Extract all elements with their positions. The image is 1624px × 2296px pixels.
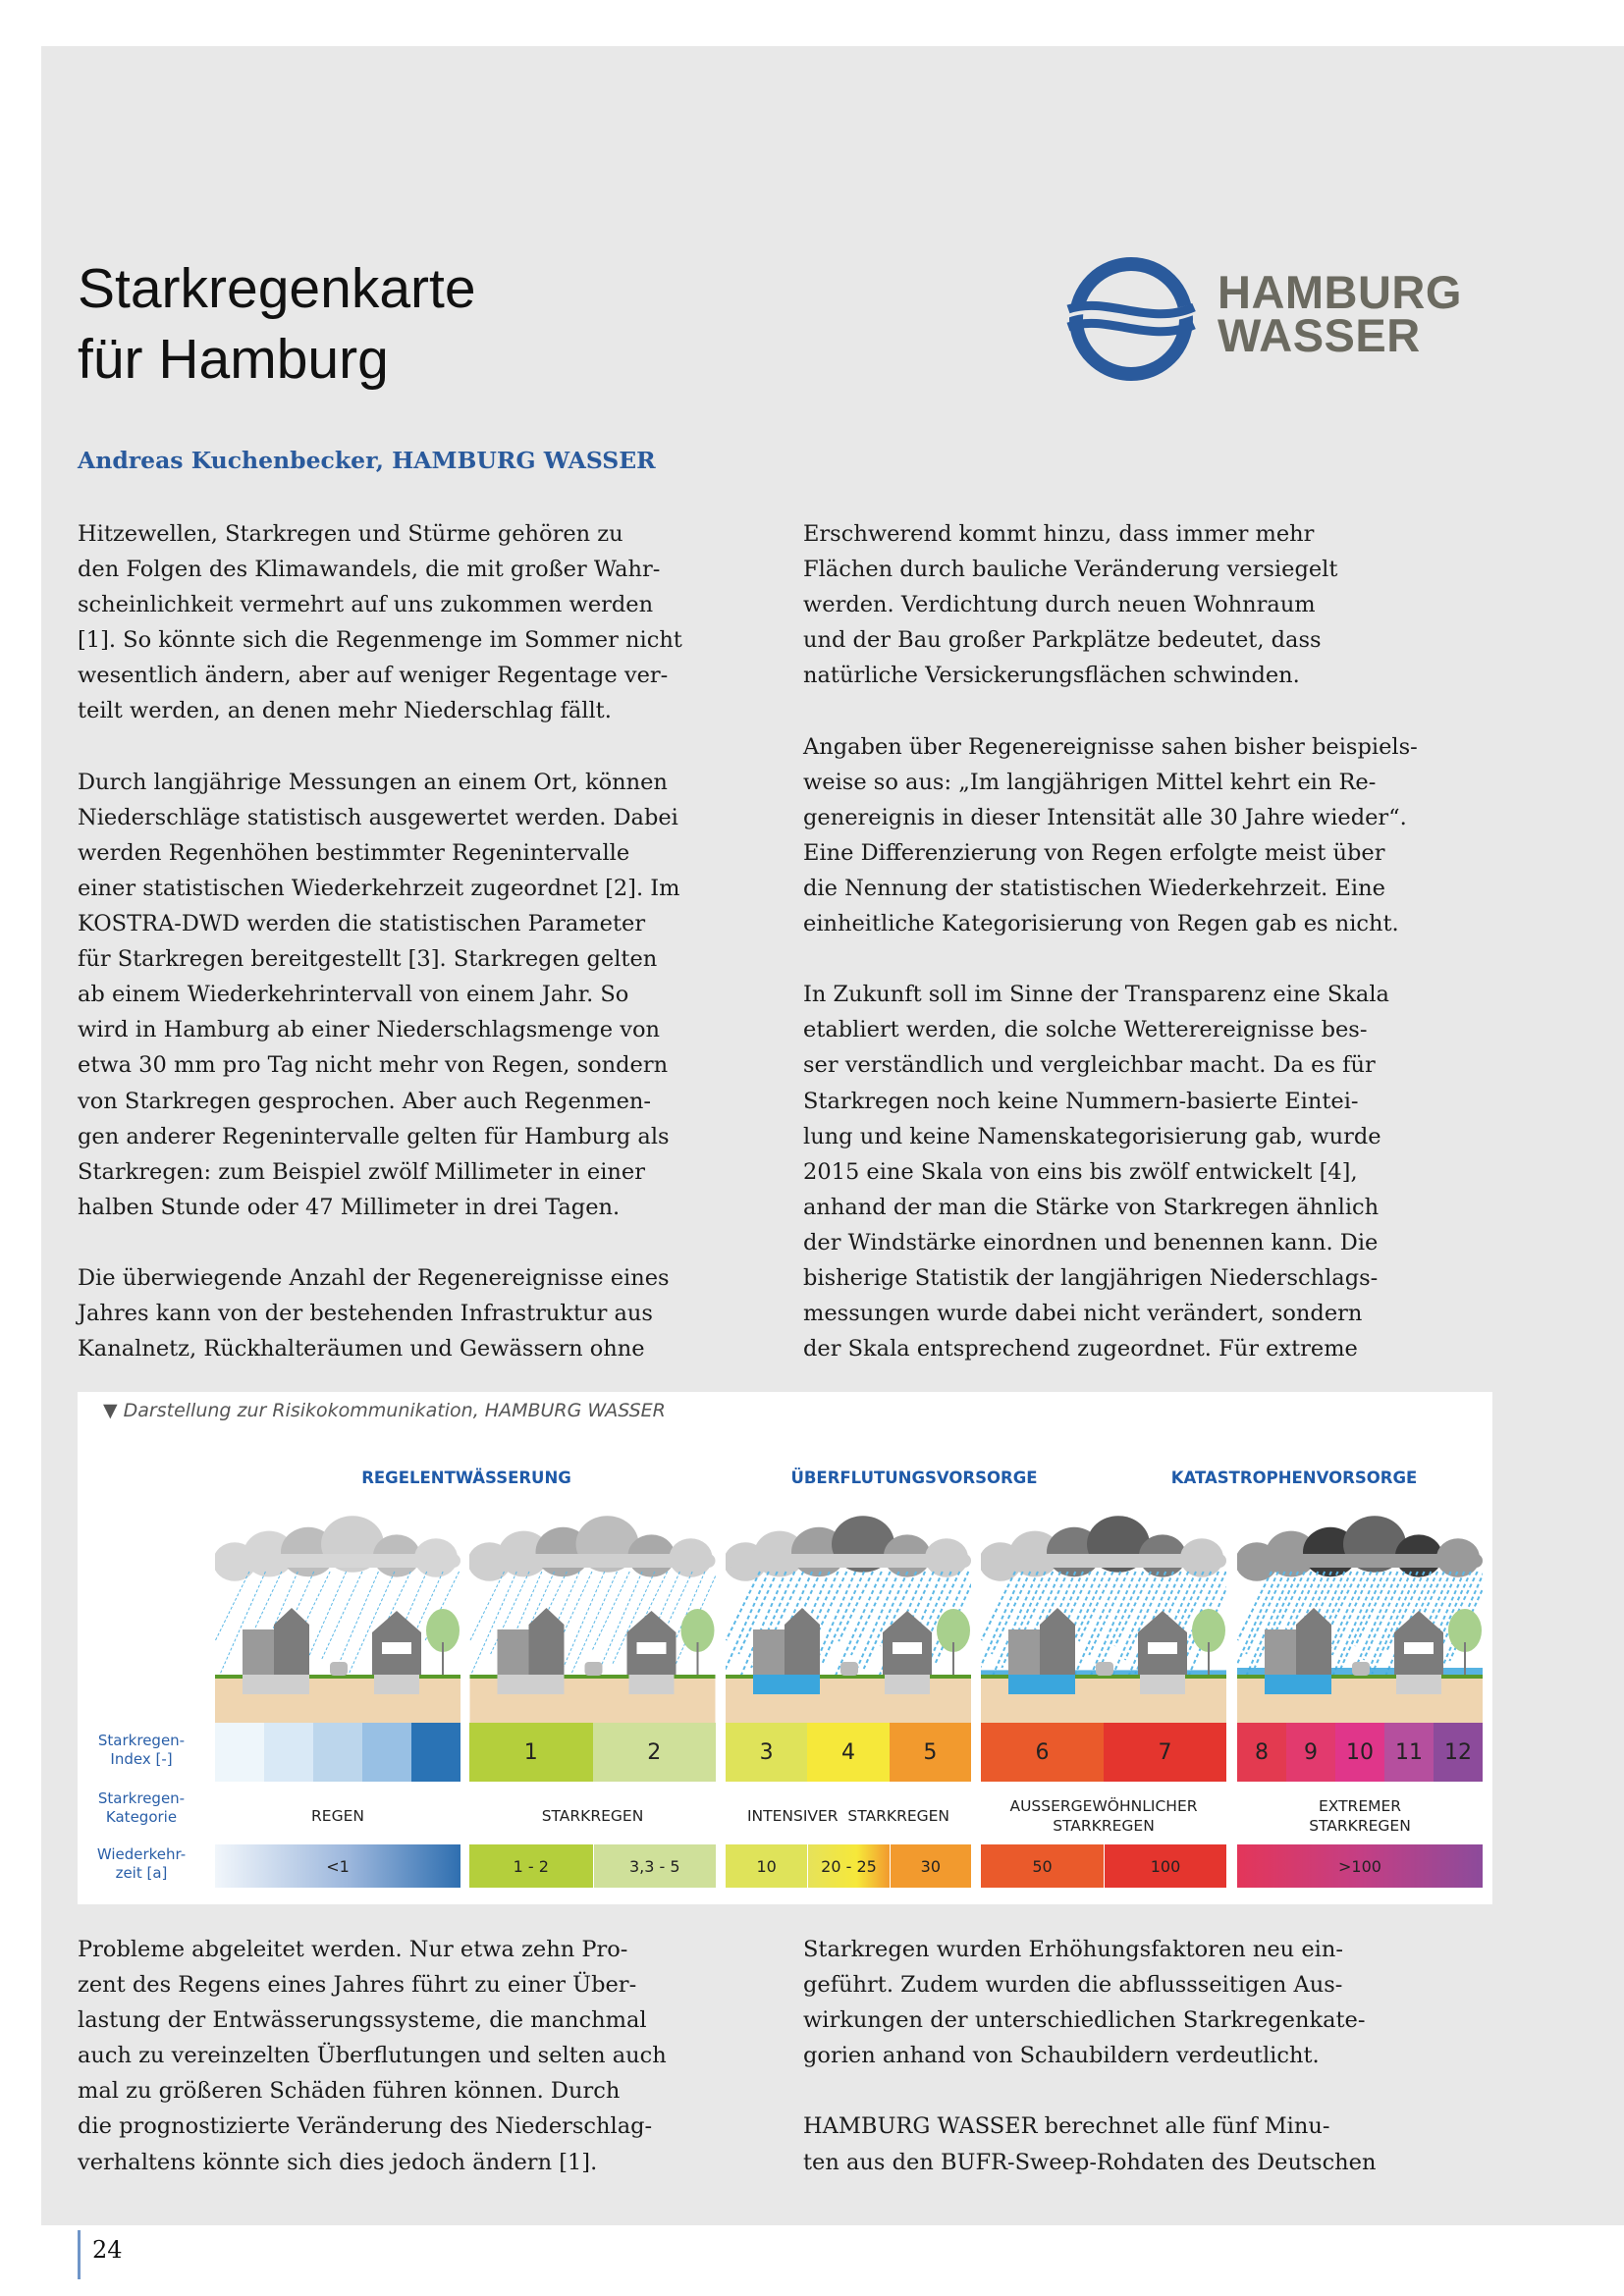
- house-icon: [1008, 1608, 1075, 1694]
- text-line: geführt. Zudem wurden die abflussseitigen Aus-: [803, 1972, 1343, 1999]
- rain-scene-1: [215, 1515, 460, 1723]
- text-line: teilt werden, an denen mehr Niederschlag fällt.: [78, 698, 612, 724]
- cloud-icon: [215, 1516, 460, 1581]
- row-label-kategorie: Starkregen- Kategorie: [97, 1789, 186, 1826]
- starkregen-index-cell: 10: [1335, 1723, 1384, 1782]
- house-icon: [243, 1608, 309, 1694]
- house-icon: [883, 1611, 932, 1694]
- row-label-wiederkehrzeit: Wiederkehr- zeit [a]: [96, 1845, 187, 1882]
- header-katastrophenvorsorge: KATASTROPHENVORSORGE: [1170, 1468, 1418, 1487]
- return-period-cell: <1: [215, 1844, 460, 1888]
- text-line: In Zukunft soll im Sinne der Transparenz eine Skala: [803, 982, 1389, 1008]
- right-column-bottom: [803, 1932, 1376, 2180]
- tree-icon: [426, 1609, 460, 1675]
- tree-icon: [681, 1609, 715, 1675]
- starkregen-index-cell: 8: [1237, 1723, 1286, 1782]
- text-line: für Starkregen bereitgestellt [3]. Starkregen gelten: [78, 946, 658, 973]
- title-line-1: Starkregenkarte: [78, 257, 476, 320]
- text-line: Starkregen noch keine Nummern-basierte Eintei-: [803, 1088, 1359, 1114]
- page-number-bar: [78, 2230, 81, 2279]
- text-line: lung und keine Namenskategorisierung gab, wurde: [803, 1123, 1381, 1149]
- logo-text-wasser: WASSER: [1218, 309, 1421, 361]
- text-line: etabliert werden, die solche Wetterereignisse bes-: [803, 1017, 1368, 1043]
- starkregen-index-cell: 5: [890, 1723, 971, 1782]
- starkregen-index-cell: [313, 1723, 362, 1782]
- text-line: natürliche Versickerungsflächen schwinden.: [803, 663, 1300, 689]
- text-line: scheinlichkeit vermehrt auf uns zukommen werden: [78, 592, 654, 618]
- text-line: Jahres kann von der bestehenden Infrastruktur aus: [78, 1301, 653, 1327]
- return-period-cell: 10: [726, 1844, 807, 1888]
- starkregen-index-cell: [264, 1723, 313, 1782]
- tree-icon: [1192, 1609, 1225, 1675]
- starkregen-index-cell: 11: [1384, 1723, 1434, 1782]
- paragraph-gap: [78, 729, 682, 765]
- text-line: auch zu vereinzelten Überflutungen und selten auch: [78, 2043, 667, 2069]
- text-line: wirkungen der unterschiedlichen Starkregenkate-: [803, 2007, 1366, 2034]
- logo-wordmark: [1218, 266, 1462, 361]
- text-line: wird in Hamburg ab einer Niederschlagsmenge von: [78, 1017, 661, 1043]
- house-icon: [627, 1611, 677, 1694]
- house-icon: [498, 1608, 565, 1694]
- text-line: Angaben über Regenereignisse sahen bisher beispiels-: [803, 733, 1418, 760]
- rain-scene-3: [726, 1515, 971, 1723]
- starkregen-index-cell: [411, 1723, 460, 1782]
- category-label: REGEN: [311, 1807, 364, 1825]
- rain-scene-5: [1237, 1515, 1483, 1723]
- text-line: Starkregen: zum Beispiel zwölf Millimeter in einer: [78, 1158, 645, 1185]
- cloud-icon: [469, 1516, 716, 1581]
- logo-text-hamburg: HAMBURG: [1218, 266, 1462, 318]
- starkregen-index-cell: 7: [1104, 1723, 1226, 1782]
- text-line: messungen wurde dabei nicht verändert, sondern: [803, 1301, 1363, 1327]
- return-period-cell: 1 - 2: [469, 1844, 593, 1888]
- header-regelentwaesserung: REGELENTWÄSSERUNG: [361, 1468, 571, 1487]
- text-line: die Nennung der statistischen Wiederkehrzeit. Eine: [803, 875, 1385, 901]
- risk-communication-figure: [78, 1392, 1492, 1904]
- text-line: Niederschläge statistisch ausgewertet werden. Dabei: [78, 804, 678, 830]
- text-line: die prognostizierte Veränderung des Niederschlag-: [78, 2113, 653, 2140]
- text-line: der Windstärke einordnen und benennen kann. Die: [803, 1229, 1379, 1255]
- text-line: Durch langjährige Messungen an einem Ort, können: [78, 769, 668, 795]
- category-label: STARKREGEN: [541, 1807, 644, 1825]
- paragraph-gap: [803, 941, 1418, 977]
- house-icon: [372, 1611, 421, 1694]
- rain-scene-2: [469, 1515, 716, 1723]
- text-line: werden Regenhöhen bestimmter Regenintervalle: [78, 839, 630, 866]
- text-line: bisherige Statistik der langjährigen Niederschlags-: [803, 1264, 1379, 1291]
- figure-caption: ▼ Darstellung zur Risikokommunikation, HAMBURG WASSER: [103, 1400, 666, 1421]
- text-line: genereignis in dieser Intensität alle 30 Jahre wieder“.: [803, 804, 1407, 830]
- house-icon: [753, 1608, 820, 1694]
- text-line: halben Stunde oder 47 Millimeter in drei Tagen.: [78, 1194, 621, 1220]
- category-label: AUSSERGEWÖHNLICHER STARKREGEN: [1009, 1797, 1198, 1835]
- return-period-cell: 50: [981, 1844, 1104, 1888]
- return-period-cell: 20 - 25: [808, 1844, 889, 1888]
- header-ueberflutungsvorsorge: ÜBERFLUTUNGSVORSORGE: [790, 1468, 1038, 1487]
- return-period-cell: 100: [1105, 1844, 1226, 1888]
- starkregen-index-cell: 12: [1434, 1723, 1483, 1782]
- paragraph-gap: [803, 693, 1418, 728]
- car-icon: [330, 1662, 348, 1676]
- text-line: [1]. So könnte sich die Regenmenge im Sommer nicht: [78, 627, 682, 654]
- text-line: lastung der Entwässerungssysteme, die manchmal: [78, 2007, 647, 2034]
- text-line: verhaltens könnte sich dies jedoch ändern [1].: [78, 2149, 598, 2175]
- return-period-cell: >100: [1237, 1844, 1483, 1888]
- car-icon: [1096, 1662, 1113, 1676]
- starkregen-index-cell: 6: [981, 1723, 1104, 1782]
- starkregen-index-cell: 2: [593, 1723, 717, 1782]
- text-line: einer statistischen Wiederkehrzeit zugeordnet [2]. Im: [78, 875, 680, 901]
- text-line: KOSTRA-DWD werden die statistischen Parameter: [78, 911, 646, 937]
- text-line: und der Bau großer Parkplätze bedeutet, dass: [803, 627, 1322, 654]
- car-icon: [840, 1662, 858, 1676]
- house-icon: [1394, 1611, 1443, 1694]
- text-line: einheitliche Kategorisierung von Regen gab es nicht.: [803, 911, 1399, 937]
- starkregen-index-cell: 4: [807, 1723, 889, 1782]
- text-line: von Starkregen gesprochen. Aber auch Regenmen-: [78, 1088, 652, 1114]
- text-line: Eine Differenzierung von Regen erfolgte meist über: [803, 839, 1385, 866]
- right-column-top: [803, 516, 1418, 1366]
- text-line: Probleme abgeleitet werden. Nur etwa zehn Pro-: [78, 1937, 628, 1962]
- text-line: Starkregen wurden Erhöhungsfaktoren neu ein-: [803, 1937, 1343, 1962]
- paragraph-gap: [803, 2073, 1376, 2109]
- tree-icon: [937, 1609, 970, 1675]
- text-line: Hitzewellen, Starkregen und Stürme gehören zu: [78, 521, 623, 547]
- cloud-icon: [726, 1516, 971, 1581]
- car-icon: [585, 1662, 603, 1676]
- text-line: Die überwiegende Anzahl der Regenereignisse eines: [78, 1264, 670, 1291]
- text-line: werden. Verdichtung durch neuen Wohnraum: [803, 592, 1316, 618]
- text-line: Flächen durch bauliche Veränderung versiegelt: [803, 557, 1338, 583]
- paragraph-gap: [78, 1225, 682, 1260]
- text-line: den Folgen des Klimawandels, die mit großer Wahr-: [78, 557, 661, 583]
- category-label: INTENSIVER STARKREGEN: [746, 1807, 950, 1825]
- page-title: [78, 253, 476, 395]
- return-period-cell: 30: [891, 1844, 971, 1888]
- category-label: EXTREMER STARKREGEN: [1309, 1797, 1411, 1835]
- starkregen-index-cell: 3: [726, 1723, 807, 1782]
- title-line-2: für Hamburg: [78, 328, 389, 391]
- car-icon: [1352, 1662, 1370, 1676]
- rain-scene-4: [981, 1515, 1226, 1723]
- left-column-top: [78, 516, 682, 1366]
- starkregen-index-cell: 1: [469, 1723, 593, 1782]
- text-line: HAMBURG WASSER berechnet alle fünf Minu-: [803, 2113, 1330, 2140]
- cloud-icon: [1237, 1516, 1483, 1581]
- text-line: ab einem Wiederkehrintervall von einem Jahr. So: [78, 982, 629, 1008]
- text-line: gen anderer Regenintervalle gelten für Hamburg als: [78, 1123, 670, 1149]
- text-line: anhand der man die Stärke von Starkregen ähnlich: [803, 1194, 1380, 1220]
- cloud-icon: [981, 1516, 1226, 1581]
- text-line: Erschwerend kommt hinzu, dass immer mehr: [803, 521, 1315, 547]
- text-line: ser verständlich und vergleichbar macht. Da es für: [803, 1052, 1376, 1079]
- left-column-bottom: [78, 1932, 667, 2180]
- text-line: 2015 eine Skala von eins bis zwölf entwickelt [4],: [803, 1158, 1358, 1185]
- author-line: Andreas Kuchenbecker, HAMBURG WASSER: [78, 447, 656, 474]
- text-line: ten aus den BUFR-Sweep-Rohdaten des Deutschen: [803, 2149, 1377, 2175]
- starkregen-index-cell: [215, 1723, 264, 1782]
- text-line: mal zu größeren Schäden führen können. Durch: [78, 2078, 621, 2105]
- row-label-index: Starkregen- Index [-]: [97, 1732, 186, 1768]
- text-line: etwa 30 mm pro Tag nicht mehr von Regen, sondern: [78, 1052, 669, 1079]
- return-period-cell: 3,3 - 5: [594, 1844, 717, 1888]
- text-line: weise so aus: „Im langjährigen Mittel kehrt ein Re-: [803, 769, 1377, 795]
- house-icon: [1265, 1608, 1331, 1694]
- starkregen-index-cell: 9: [1286, 1723, 1335, 1782]
- text-line: der Skala entsprechend zugeordnet. Für extreme: [803, 1336, 1358, 1362]
- starkregen-index-cell: [362, 1723, 411, 1782]
- text-line: gorien anhand von Schaubildern verdeutlicht.: [803, 2043, 1320, 2069]
- text-line: wesentlich ändern, aber auf weniger Regentage ver-: [78, 663, 669, 689]
- tree-icon: [1448, 1609, 1482, 1675]
- text-line: Kanalnetz, Rückhalteräumen und Gewässern ohne: [78, 1336, 645, 1362]
- text-line: zent des Regens eines Jahres führt zu einer Über-: [78, 1972, 637, 1999]
- page-number: 24: [92, 2236, 123, 2264]
